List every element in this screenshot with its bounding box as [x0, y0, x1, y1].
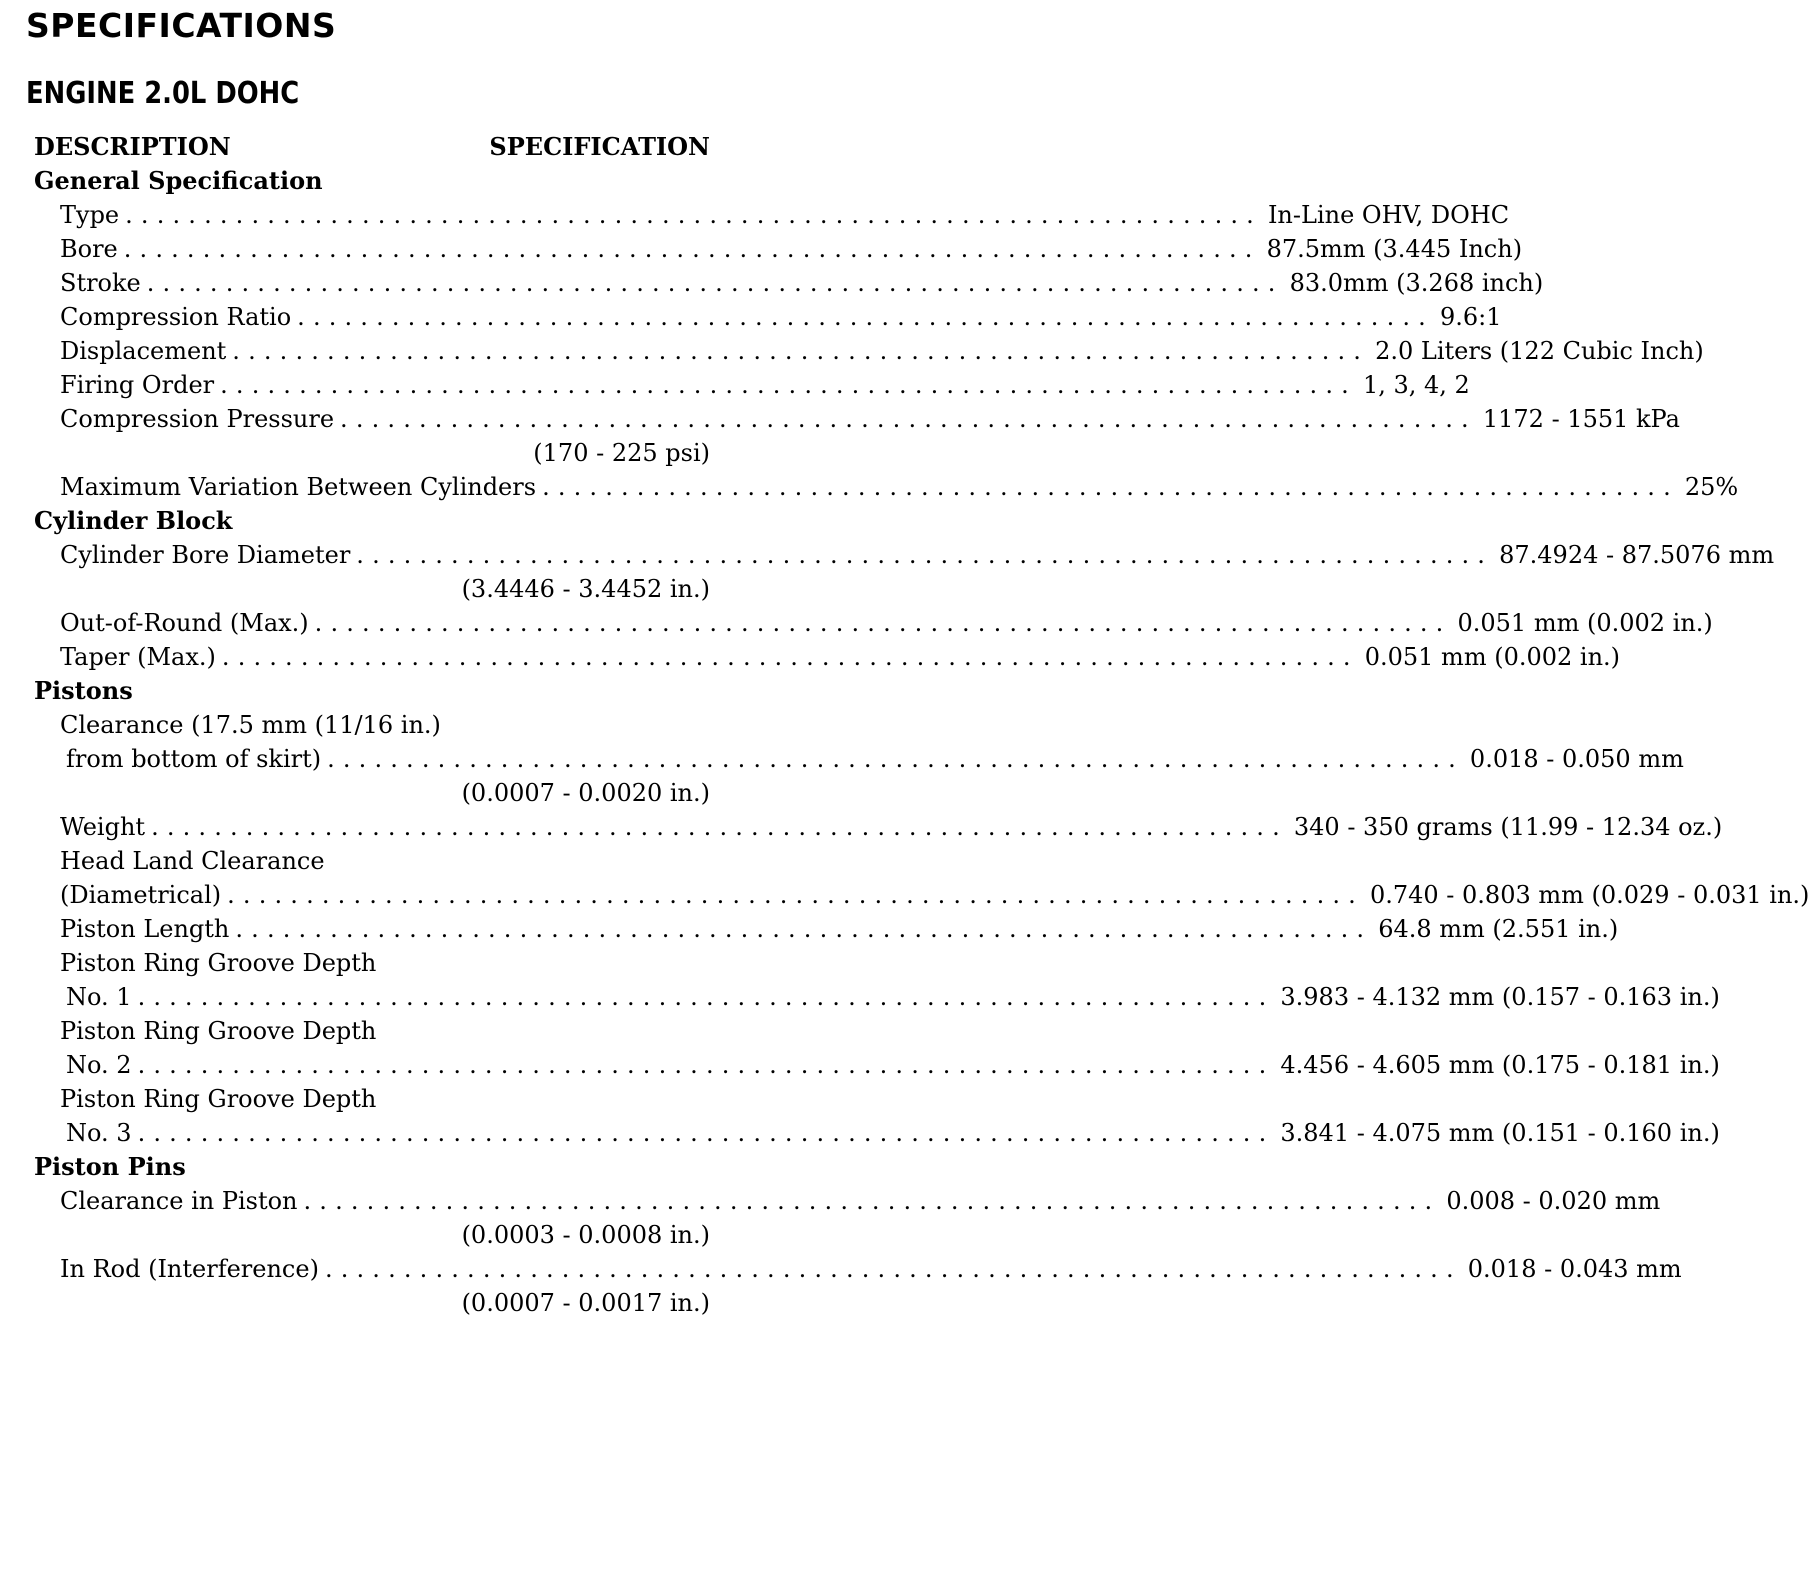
leader-dots: ........................................................................ [137, 1119, 1275, 1147]
spec-label: from bottom of skirt) [66, 745, 322, 773]
leader-dots: ........................................................................ [235, 915, 1373, 943]
spec-label: (Diametrical) [60, 881, 222, 909]
column-header-specification: SPECIFICATION [489, 132, 710, 161]
spec-label: Taper (Max.) [60, 643, 216, 671]
spec-row-groove-2 [66, 1048, 1720, 1082]
spec-row-out-of-round [60, 606, 1713, 640]
spec-row-compression-ratio [60, 300, 1502, 334]
section-piston-pins: Piston Pins [34, 1152, 186, 1181]
spec-label: Clearance in Piston [60, 1187, 298, 1215]
engine-heading: ENGINE 2.0L DOHC [26, 76, 300, 111]
leader-dots: ........................................................................ [151, 813, 1288, 841]
spec-value: 87.4924 - 87.5076 mm [1499, 541, 1775, 569]
spec-row-compression-pressure [60, 402, 1680, 436]
spec-label: Compression Ratio [60, 303, 292, 331]
column-header-description: DESCRIPTION [34, 132, 231, 161]
leader-dots: ........................................................................ [146, 269, 1284, 297]
spec-value: In-Line OHV, DOHC [1267, 201, 1510, 229]
spec-value-secondary: (3.4446 - 3.4452 in.) [461, 575, 710, 603]
section-pistons: Pistons [34, 676, 133, 705]
spec-row-displacement [60, 334, 1704, 368]
spec-row-in-rod [60, 1252, 1682, 1286]
spec-row-groove-3 [66, 1116, 1720, 1150]
spec-row-type [60, 198, 1510, 232]
spec-row-bore [60, 232, 1523, 266]
spec-value: 2.0 Liters (122 Cubic Inch) [1375, 337, 1704, 365]
spec-row-stroke [60, 266, 1544, 300]
spec-row-max-variation [60, 470, 1739, 504]
spec-value: 0.740 - 0.803 mm (0.029 - 0.031 in.) [1369, 881, 1809, 909]
leader-dots: ........................................................................ [324, 1255, 1462, 1283]
leader-dots: ........................................................................ [542, 473, 1679, 501]
spec-row-bore-diameter [60, 538, 1775, 572]
spec-value: 87.5mm (3.445 Inch) [1266, 235, 1523, 263]
spec-value-secondary: (170 - 225 psi) [533, 439, 710, 467]
spec-label: No. 1 [66, 983, 132, 1011]
spec-row-taper [60, 640, 1621, 674]
spec-value: 9.6:1 [1439, 303, 1502, 331]
leader-dots: ........................................................................ [137, 1051, 1275, 1079]
spec-label: Weight [60, 813, 146, 841]
section-cylinder-block: Cylinder Block [34, 506, 233, 535]
spec-row-piston-length [60, 912, 1619, 946]
spec-label: Stroke [60, 269, 141, 297]
spec-label: Clearance (17.5 mm (11/16 in.) [60, 711, 441, 739]
leader-dots: ........................................................................ [232, 337, 1370, 365]
spec-label: Piston Ring Groove Depth [60, 1085, 377, 1113]
spec-row-piston-clearance [66, 742, 1684, 776]
leader-dots: ........................................................................ [314, 609, 1452, 637]
spec-value: 64.8 mm (2.551 in.) [1378, 915, 1619, 943]
spec-label: Piston Ring Groove Depth [60, 949, 377, 977]
spec-label: No. 3 [66, 1119, 132, 1147]
leader-dots: ........................................................................ [356, 541, 1494, 569]
leader-dots: ........................................................................ [227, 881, 1364, 909]
leader-dots: ........................................................................ [303, 1187, 1441, 1215]
spec-value: 0.051 mm (0.002 in.) [1364, 643, 1621, 671]
section-general: General Specification [34, 166, 323, 195]
spec-row-head-land [60, 878, 1809, 912]
spec-row-weight [60, 810, 1723, 844]
spec-label: Bore [60, 235, 118, 263]
spec-value: 3.841 - 4.075 mm (0.151 - 0.160 in.) [1280, 1119, 1720, 1147]
leader-dots: ........................................................................ [125, 201, 1262, 229]
leader-dots: ........................................................................ [137, 983, 1275, 1011]
spec-value: 0.051 mm (0.002 in.) [1457, 609, 1713, 637]
spec-value: 1172 - 1551 kPa [1482, 405, 1680, 433]
spec-value: 4.456 - 4.605 mm (0.175 - 0.181 in.) [1280, 1051, 1720, 1079]
spec-value: 0.018 - 0.043 mm [1467, 1255, 1682, 1283]
spec-value-secondary: (0.0007 - 0.0017 in.) [461, 1289, 710, 1317]
leader-dots: ........................................................................ [340, 405, 1477, 433]
spec-value: 1, 3, 4, 2 [1362, 371, 1470, 399]
spec-value: 83.0mm (3.268 inch) [1289, 269, 1544, 297]
spec-value: 340 - 350 grams (11.99 - 12.34 oz.) [1293, 813, 1723, 841]
leader-dots: ........................................................................ [123, 235, 1261, 263]
spec-row-clearance-in-piston [60, 1184, 1661, 1218]
page-title: SPECIFICATIONS [26, 6, 337, 45]
leader-dots: ........................................................................ [220, 371, 1357, 399]
spec-row-firing-order [60, 368, 1470, 402]
spec-label: Type [60, 201, 120, 229]
leader-dots: ........................................................................ [221, 643, 1359, 671]
spec-value-secondary: (0.0003 - 0.0008 in.) [461, 1221, 710, 1249]
spec-label: Head Land Clearance [60, 847, 325, 875]
spec-label: Displacement [60, 337, 227, 365]
spec-label: Maximum Variation Between Cylinders [60, 473, 537, 501]
spec-label: Piston Ring Groove Depth [60, 1017, 377, 1045]
spec-label: Out-of-Round (Max.) [60, 609, 309, 637]
spec-value-secondary: (0.0007 - 0.0020 in.) [461, 779, 710, 807]
spec-label: No. 2 [66, 1051, 132, 1079]
spec-label: Cylinder Bore Diameter [60, 541, 351, 569]
spec-value: 25% [1684, 473, 1739, 501]
spec-label: Piston Length [60, 915, 230, 943]
leader-dots: ........................................................................ [327, 745, 1464, 773]
spec-label: In Rod (Interference) [60, 1255, 319, 1283]
spec-label: Compression Pressure [60, 405, 335, 433]
spec-row-groove-1 [66, 980, 1720, 1014]
spec-label: Firing Order [60, 371, 215, 399]
spec-value: 0.018 - 0.050 mm [1469, 745, 1684, 773]
leader-dots: ........................................................................ [297, 303, 1434, 331]
spec-value: 3.983 - 4.132 mm (0.157 - 0.163 in.) [1280, 983, 1720, 1011]
spec-value: 0.008 - 0.020 mm [1446, 1187, 1661, 1215]
